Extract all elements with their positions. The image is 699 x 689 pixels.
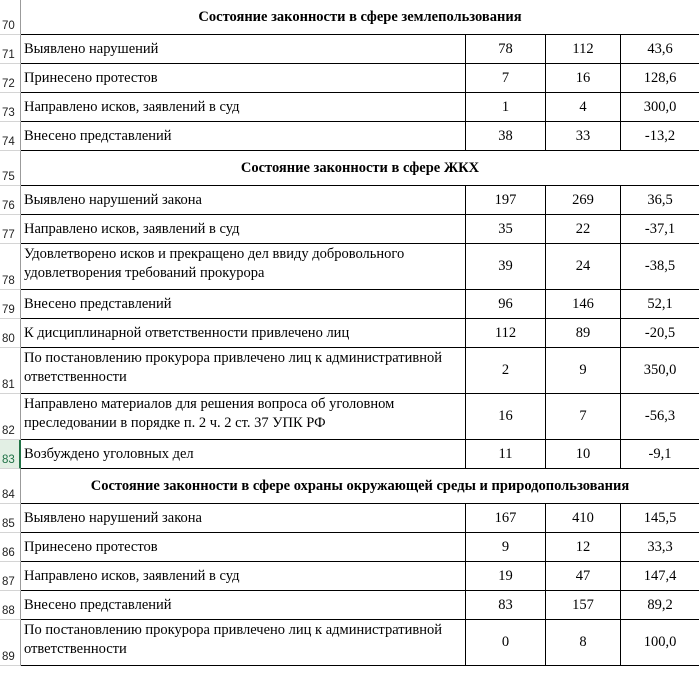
row-header[interactable] <box>0 35 21 64</box>
row-header[interactable] <box>0 533 21 562</box>
row-header[interactable] <box>0 620 21 666</box>
indicator-label-cell[interactable] <box>21 562 466 591</box>
cell-value: 39 <box>498 258 513 274</box>
value-current-cell[interactable] <box>546 319 621 348</box>
row-number: 80 <box>2 333 15 345</box>
row-number: 71 <box>2 49 15 61</box>
row-number: 86 <box>2 547 15 559</box>
indicator-label-cell[interactable] <box>21 35 466 64</box>
section-title-row <box>0 151 699 186</box>
indicator-label: По постановлению прокурора привлечено лиц к административной ответственности <box>24 622 442 657</box>
value-current-cell[interactable] <box>546 504 621 533</box>
table-row <box>0 394 699 440</box>
section-title-row <box>0 0 699 35</box>
value-current-cell[interactable] <box>546 93 621 122</box>
row-header[interactable] <box>0 64 21 93</box>
value-current-cell[interactable] <box>546 394 621 440</box>
cell-value: 16 <box>575 69 591 86</box>
indicator-label: Направлено исков, заявлений в суд <box>24 220 240 237</box>
indicator-label-cell[interactable] <box>21 186 466 215</box>
cell-value: 167 <box>494 509 517 526</box>
indicator-label-cell[interactable] <box>21 215 466 244</box>
cell-value: 43,6 <box>647 40 673 57</box>
section-title: Состояние законности в сфере землепользования <box>198 8 522 25</box>
indicator-label-cell[interactable] <box>21 348 466 394</box>
cell-value: 350,0 <box>643 362 677 378</box>
table-row <box>0 562 699 591</box>
indicator-label: Внесено представлений <box>24 295 172 312</box>
value-current-cell[interactable] <box>546 35 621 64</box>
change-percent-cell[interactable] <box>621 35 699 64</box>
cell-value: 24 <box>575 258 591 274</box>
table-row <box>0 244 699 290</box>
indicator-label: Выявлено нарушений <box>24 40 159 57</box>
value-current-cell[interactable] <box>546 562 621 591</box>
table-row <box>0 122 699 151</box>
section-title-cell[interactable] <box>21 0 699 35</box>
table-row <box>0 186 699 215</box>
change-percent-cell[interactable] <box>621 64 699 93</box>
cell-value: 19 <box>498 567 513 584</box>
change-percent-cell[interactable] <box>621 290 699 319</box>
value-current-cell[interactable] <box>546 244 621 290</box>
indicator-label-cell[interactable] <box>21 533 466 562</box>
row-header[interactable] <box>0 244 21 290</box>
cell-value: -20,5 <box>644 324 676 341</box>
table-row <box>0 504 699 533</box>
row-number: 79 <box>2 304 15 316</box>
cell-value: 112 <box>572 40 594 57</box>
indicator-label-cell[interactable] <box>21 591 466 620</box>
cell-value: 300,0 <box>643 98 677 115</box>
cell-value: -56,3 <box>644 408 676 424</box>
indicator-label-cell[interactable] <box>21 93 466 122</box>
value-previous-cell[interactable] <box>466 215 546 244</box>
row-header[interactable] <box>0 319 21 348</box>
value-previous-cell[interactable] <box>466 440 546 469</box>
cell-value: 7 <box>501 69 510 86</box>
cell-value: 2 <box>501 362 510 378</box>
row-number: 85 <box>2 518 15 530</box>
value-previous-cell[interactable] <box>466 122 546 151</box>
value-previous-cell[interactable] <box>466 348 546 394</box>
indicator-label: Внесено представлений <box>24 127 172 144</box>
cell-value: 0 <box>501 634 510 650</box>
cell-value: 12 <box>575 538 591 555</box>
table-row <box>0 64 699 93</box>
row-header[interactable] <box>0 93 21 122</box>
value-previous-cell[interactable] <box>466 93 546 122</box>
cell-value: 8 <box>579 634 587 650</box>
change-percent-cell[interactable] <box>621 215 699 244</box>
table-row <box>0 440 699 469</box>
value-previous-cell[interactable] <box>466 290 546 319</box>
indicator-label: Возбуждено уголовных дел <box>24 445 194 462</box>
value-current-cell[interactable] <box>546 290 621 319</box>
value-previous-cell[interactable] <box>466 35 546 64</box>
row-number: 84 <box>2 489 15 501</box>
cell-value: 38 <box>498 127 513 144</box>
section-title-cell[interactable] <box>21 469 699 504</box>
indicator-label-cell[interactable] <box>21 504 466 533</box>
row-header[interactable] <box>0 591 21 620</box>
cell-value: 112 <box>494 324 517 341</box>
table-row <box>0 348 699 394</box>
cell-value: 33,3 <box>647 538 673 555</box>
table-row <box>0 290 699 319</box>
cell-value: 157 <box>572 596 594 613</box>
cell-value: -37,1 <box>644 220 676 237</box>
row-header[interactable] <box>0 440 21 469</box>
change-percent-cell[interactable] <box>621 244 699 290</box>
value-previous-cell[interactable] <box>466 504 546 533</box>
change-percent-cell[interactable] <box>621 319 699 348</box>
change-percent-cell[interactable] <box>621 504 699 533</box>
cell-value: 89,2 <box>647 596 673 613</box>
table-row <box>0 93 699 122</box>
change-percent-cell[interactable] <box>621 348 699 394</box>
row-number: 78 <box>2 275 15 287</box>
cell-value: -9,1 <box>648 445 672 462</box>
indicator-label: Удовлетворено исков и прекращено дел ввиду добровольного удовлетворения требований прокурора <box>24 246 405 281</box>
change-percent-cell[interactable] <box>621 394 699 440</box>
row-number: 72 <box>2 78 15 90</box>
cell-value: 197 <box>494 191 517 208</box>
value-previous-cell[interactable] <box>466 319 546 348</box>
value-current-cell[interactable] <box>546 215 621 244</box>
indicator-label: Выявлено нарушений закона <box>24 509 202 526</box>
row-number: 74 <box>2 136 15 148</box>
cell-value: 4 <box>579 98 587 115</box>
value-current-cell[interactable] <box>546 122 621 151</box>
change-percent-cell[interactable] <box>621 620 699 666</box>
indicator-label-cell[interactable] <box>21 290 466 319</box>
value-previous-cell[interactable] <box>466 244 546 290</box>
change-percent-cell[interactable] <box>621 562 699 591</box>
cell-value: 22 <box>575 220 591 237</box>
value-current-cell[interactable] <box>546 620 621 666</box>
row-header[interactable] <box>0 215 21 244</box>
indicator-label: По постановлению прокурора привлечено лиц к административной ответственности <box>24 350 442 385</box>
table-row <box>0 319 699 348</box>
indicator-label-cell[interactable] <box>21 319 466 348</box>
indicator-label: Направлено исков, заявлений в суд <box>24 98 240 115</box>
section-title-row <box>0 469 699 504</box>
indicator-label-cell[interactable] <box>21 244 466 290</box>
row-header[interactable] <box>0 122 21 151</box>
row-number: 88 <box>2 605 15 617</box>
cell-value: 410 <box>572 509 594 526</box>
value-previous-cell[interactable] <box>466 186 546 215</box>
cell-value: 145,5 <box>643 509 677 526</box>
value-current-cell[interactable] <box>546 348 621 394</box>
cell-value: 10 <box>575 445 591 462</box>
indicator-label: Внесено представлений <box>24 596 172 613</box>
row-number: 82 <box>2 425 15 437</box>
change-percent-cell[interactable] <box>621 440 699 469</box>
value-previous-cell[interactable] <box>466 394 546 440</box>
cell-value: 47 <box>575 567 591 584</box>
cell-value: 146 <box>572 295 594 312</box>
cell-value: 269 <box>572 191 594 208</box>
indicator-label: Направлено материалов для решения вопроса об уголовном преследовании в порядке п. 2 ч. 2 ст. 37 УПК РФ <box>24 396 395 431</box>
indicator-label: Выявлено нарушений закона <box>24 191 202 208</box>
row-header[interactable] <box>0 504 21 533</box>
value-current-cell[interactable] <box>546 591 621 620</box>
row-number: 76 <box>2 200 15 212</box>
indicator-label-cell[interactable] <box>21 440 466 469</box>
indicator-label: К дисциплинарной ответственности привлечено лиц <box>24 324 350 341</box>
cell-value: 36,5 <box>647 191 673 208</box>
table-row <box>0 533 699 562</box>
cell-value: 7 <box>579 408 587 424</box>
row-header[interactable] <box>0 394 21 440</box>
indicator-label: Направлено исков, заявлений в суд <box>24 567 240 584</box>
row-header[interactable] <box>0 0 21 35</box>
cell-value: 9 <box>579 362 587 378</box>
cell-value: 83 <box>498 596 513 613</box>
indicator-label-cell[interactable] <box>21 620 466 666</box>
cell-value: 89 <box>575 324 591 341</box>
cell-value: 147,4 <box>643 567 677 584</box>
row-number: 87 <box>2 576 15 588</box>
table-row <box>0 620 699 666</box>
section-title: Состояние законности в сфере охраны окружающей среды и природопользования <box>90 477 630 494</box>
indicator-label: Принесено протестов <box>24 538 158 555</box>
cell-value: 128,6 <box>643 69 677 86</box>
table-row <box>0 591 699 620</box>
row-header[interactable] <box>0 348 21 394</box>
value-previous-cell[interactable] <box>466 64 546 93</box>
value-previous-cell[interactable] <box>466 533 546 562</box>
cell-value: 9 <box>501 538 510 555</box>
row-header[interactable] <box>0 151 21 186</box>
value-current-cell[interactable] <box>546 440 621 469</box>
cell-value: -38,5 <box>644 258 676 274</box>
change-percent-cell[interactable] <box>621 93 699 122</box>
value-previous-cell[interactable] <box>466 620 546 666</box>
cell-value: 16 <box>498 408 513 424</box>
row-header[interactable] <box>0 562 21 591</box>
row-header[interactable] <box>0 290 21 319</box>
indicator-label-cell[interactable] <box>21 394 466 440</box>
value-current-cell[interactable] <box>546 186 621 215</box>
value-previous-cell[interactable] <box>466 562 546 591</box>
indicator-label-cell[interactable] <box>21 64 466 93</box>
section-title-cell[interactable] <box>21 151 699 186</box>
change-percent-cell[interactable] <box>621 122 699 151</box>
cell-value: 100,0 <box>643 634 677 650</box>
cell-value: 78 <box>498 40 513 57</box>
cell-value: 33 <box>575 127 591 144</box>
change-percent-cell[interactable] <box>621 186 699 215</box>
row-number: 73 <box>2 107 15 119</box>
change-percent-cell[interactable] <box>621 591 699 620</box>
row-number: 75 <box>2 171 15 183</box>
table-row <box>0 35 699 64</box>
row-number: 81 <box>2 379 15 391</box>
value-current-cell[interactable] <box>546 533 621 562</box>
row-number: 89 <box>2 651 15 663</box>
section-title: Состояние законности в сфере ЖКХ <box>240 159 480 176</box>
value-current-cell[interactable] <box>546 64 621 93</box>
indicator-label-cell[interactable] <box>21 122 466 151</box>
row-header[interactable] <box>0 469 21 504</box>
table-row <box>0 215 699 244</box>
row-number: 70 <box>2 20 15 32</box>
row-number: 77 <box>2 229 15 241</box>
row-header[interactable] <box>0 186 21 215</box>
value-previous-cell[interactable] <box>466 591 546 620</box>
row-number: 83 <box>2 454 15 466</box>
cell-value: 11 <box>498 445 513 462</box>
cell-value: 52,1 <box>647 295 673 312</box>
change-percent-cell[interactable] <box>621 533 699 562</box>
cell-value: 96 <box>498 295 513 312</box>
cell-value: 35 <box>498 220 513 237</box>
indicator-label: Принесено протестов <box>24 69 158 86</box>
cell-value: 1 <box>501 98 510 115</box>
cell-value: -13,2 <box>644 127 676 144</box>
